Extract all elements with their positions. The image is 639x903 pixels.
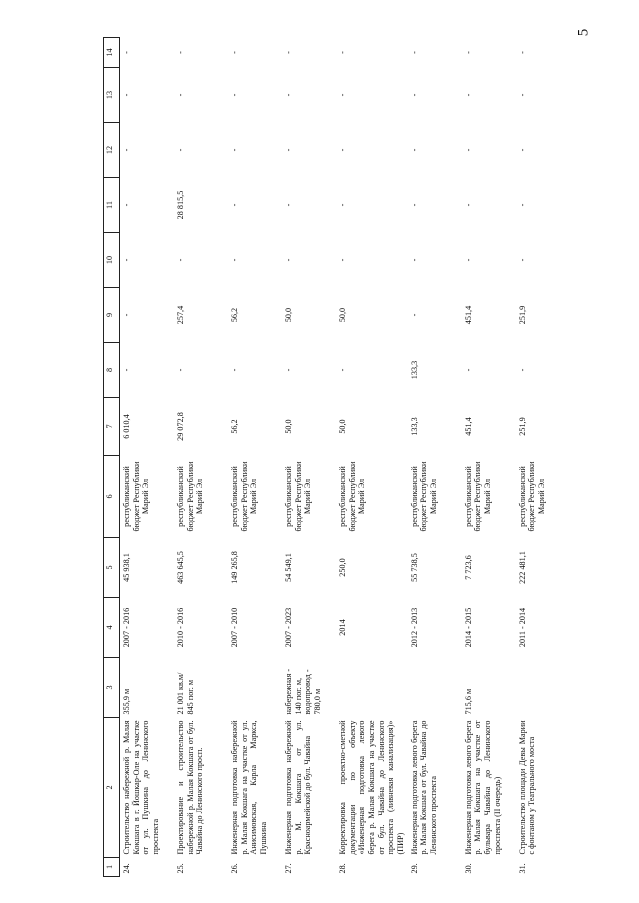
value-col-14: - [230,51,239,54]
table-row [282,38,336,877]
value-col-10: - [122,258,131,262]
estimated-cost: 149 265,8 [230,551,239,584]
capacity: 21 001 кв.м/ 845 пог. м [176,672,195,715]
value-col-10: - [409,258,419,262]
table-row [462,38,516,877]
value-col-10: - [284,258,293,262]
object-name: Инженерная подготовка левого берега р. Малая Кокшага на участке от бульвара Чавайна до Ленинского проспекта (II очередь) [463,720,502,855]
value-col-7: 29 072,8 [176,412,185,441]
estimated-cost: 55 738,5 [409,553,419,582]
value-col-10: - [176,258,185,262]
construction-period: 2012 - 2013 [409,607,419,648]
value-col-11: - [517,203,527,207]
value-col-9: 50,0 [284,307,293,323]
value-col-13: - [517,93,527,97]
value-col-7: 133,3 [409,417,419,436]
row-number: 25. [176,863,185,874]
value-col-11: 28 815,5 [176,190,185,220]
value-col-9: 56,2 [230,307,239,323]
value-col-14: - [409,51,419,54]
estimated-cost: 7 723,6 [463,555,473,580]
capacity: 355,9 м [122,688,131,715]
object-name: Строительство набережной р. Малая Кокшага в г. Йошкар-Оле на участке от ул. Пушкина до Ленинского проспекта [122,720,161,855]
estimated-cost: 250,0 [338,558,347,577]
object-name: Строительство площади Девы Марии с фонтаном у Театрального моста [517,720,537,855]
funding-source: республиканский бюджет Республики Марий Эл [517,461,547,532]
value-col-13: - [122,93,131,97]
table-row [228,38,282,877]
value-col-7: 251,9 [517,417,527,436]
value-col-13: - [463,93,473,97]
value-col-7: 50,0 [338,419,347,434]
capacity: набережная - 140 пог. м, водопровод - 780,0 м [284,668,323,715]
funding-source: республиканский бюджет Республики Марий Эл [284,461,313,532]
funding-source: республиканский бюджет Республики Марий Эл [230,461,259,532]
capacity [228,658,282,718]
column-number: 2 [104,718,120,858]
table-row [336,38,408,877]
row-number: 29. [409,863,419,874]
column-number: 8 [104,343,120,398]
funding-source: республиканский бюджет Республики Марий Эл [122,461,151,532]
value-col-14: - [284,51,293,54]
column-number: 4 [104,598,120,658]
value-col-12: - [230,148,239,152]
value-col-8: - [176,368,185,372]
value-col-8: - [284,368,293,372]
construction-period: 2007 - 2016 [122,607,131,648]
value-col-9: 50,0 [338,307,347,323]
value-col-13: - [176,93,185,97]
table-row [120,38,175,877]
value-col-9: 451,4 [463,305,473,325]
object-name: Корректировка проектно-сметной документации по объекту «Инженерная подготовка левого берега р. Малая Кокшага на участке от бул. Чавайна до Ленинского проспекта (ливневая канализация)» (ПИР) [338,720,406,855]
object-name: Инженерная подготовка левого берега р. Малая Кокшага от бул. Чавайна до Ленинского проспекта [409,720,439,855]
value-col-7: 451,4 [463,417,473,436]
value-col-12: - [409,148,419,152]
value-col-12: - [176,148,185,152]
construction-period: 2010 - 2016 [176,607,185,648]
value-col-12: - [517,148,527,152]
value-col-11: - [284,203,293,207]
value-col-11: - [122,203,131,207]
value-col-12: - [338,148,347,152]
table-row [408,38,462,877]
value-col-11: - [230,203,239,207]
table-row [174,38,228,877]
value-col-11: - [409,203,419,207]
funding-source: республиканский бюджет Республики Марий Эл [409,461,439,532]
row-number: 31. [517,863,527,874]
construction-period: 2007 - 2010 [230,607,239,648]
value-col-8: - [463,368,473,372]
column-number: 10 [104,233,120,288]
rotated-page-content [103,38,547,877]
construction-period: 2014 - 2015 [463,607,473,648]
row-number: 27. [284,863,293,874]
value-col-11: - [338,203,347,207]
funding-source: республиканский бюджет Республики Марий Эл [338,461,367,532]
value-col-8: - [230,368,239,372]
capacity [336,658,408,718]
page-number: 5 [575,28,592,37]
object-name: Инженерная подготовка набережной р. Малая Кокшага на участке от ул. Анисимовская, Карла Маркса, Пушкина [230,720,269,855]
funding-source: республиканский бюджет Республики Марий Эл [176,461,205,532]
row-number: 24. [122,863,131,874]
column-number: 11 [104,178,120,233]
row-number: 30. [463,863,473,874]
capacity: 715,6 м [463,688,473,715]
capacity [516,658,570,718]
value-col-10: - [338,258,347,262]
value-col-9: 251,9 [517,305,527,325]
value-col-13: - [409,93,419,97]
value-col-9: - [122,313,131,317]
value-col-14: - [338,51,347,54]
value-col-7: 56,2 [230,419,239,434]
column-number: 1 [104,858,120,877]
value-col-8: 133,3 [409,360,419,380]
column-number: 13 [104,68,120,123]
value-col-11: - [463,203,473,207]
value-col-12: - [284,148,293,152]
investment-table [103,37,570,877]
value-col-9: 257,4 [176,305,185,325]
construction-period: 2014 [338,619,347,636]
object-name: Проектирование и строительство набережной р. Малая Кокшага от бул. Чавайна до Ленинского просп. [176,720,205,855]
column-number: 9 [104,288,120,343]
value-col-13: - [284,93,293,97]
value-col-13: - [338,93,347,97]
value-col-9: - [409,313,419,317]
column-number: 3 [104,658,120,718]
funding-source: республиканский бюджет Республики Марий Эл [463,461,493,532]
construction-period: 2011 - 2014 [517,607,527,648]
column-number: 7 [104,398,120,456]
construction-period: 2007 - 2023 [284,607,293,648]
value-col-12: - [463,148,473,152]
value-col-8: - [338,368,347,372]
estimated-cost: 463 645,5 [176,551,185,584]
value-col-13: - [230,93,239,97]
table-row [516,38,570,877]
column-number: 14 [104,38,120,68]
value-col-10: - [463,258,473,262]
column-number: 6 [104,456,120,538]
estimated-cost: 222 481,1 [517,551,527,584]
capacity [408,658,462,718]
value-col-14: - [122,51,131,54]
value-col-12: - [122,148,131,152]
value-col-8: - [122,368,131,372]
value-col-14: - [176,51,185,54]
value-col-10: - [230,258,239,262]
value-col-10: - [517,258,527,262]
column-number: 5 [104,538,120,598]
estimated-cost: 45 938,1 [122,553,131,582]
value-col-14: - [517,51,527,54]
value-col-8: - [517,368,527,372]
row-number: 26. [230,863,239,874]
value-col-7: 50,0 [284,419,293,434]
value-col-7: 6 010,4 [122,414,131,439]
column-number-row [104,38,120,877]
object-name: Инженерная подготовка набережной р. М. Кокшага от ул. Красноармейской до бул. Чавайна [284,720,313,855]
column-number: 12 [104,123,120,178]
table-body [104,38,570,877]
value-col-14: - [463,51,473,54]
row-number: 28. [338,863,347,874]
estimated-cost: 54 549,1 [284,553,293,582]
